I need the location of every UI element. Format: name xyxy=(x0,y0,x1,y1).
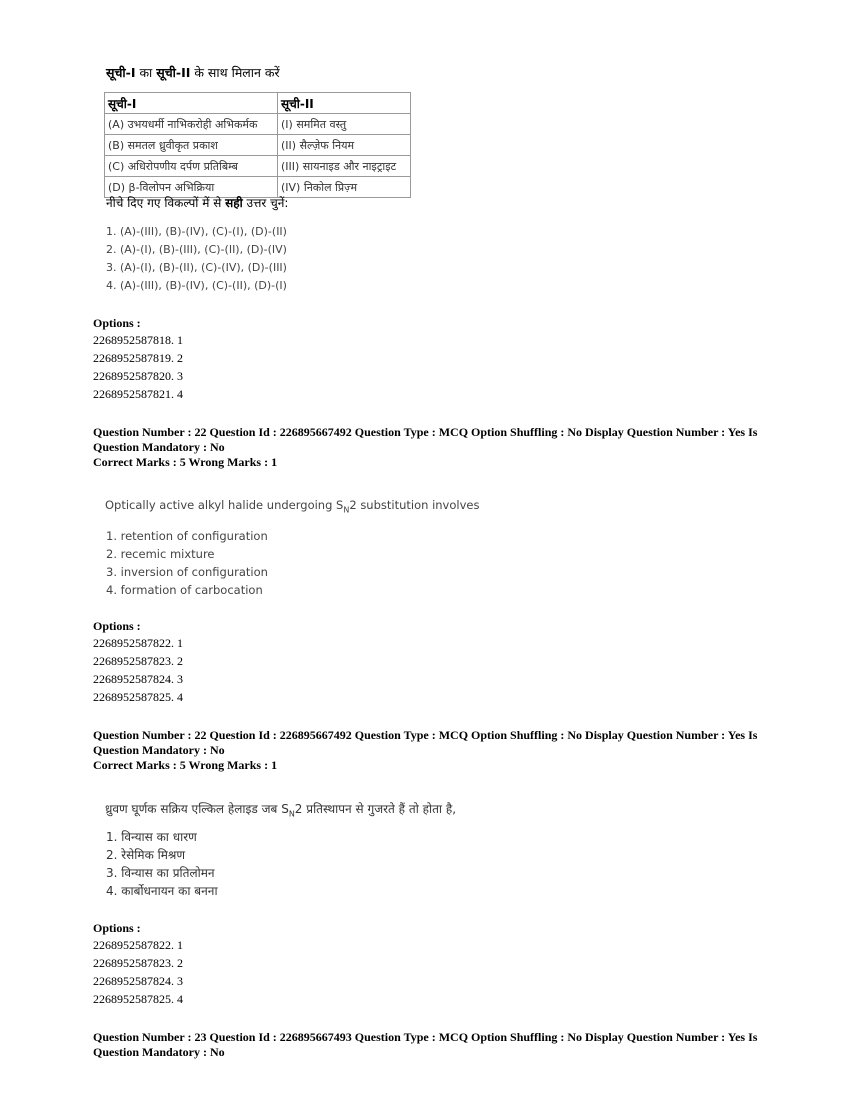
option-id: 2268952587823. 2 xyxy=(93,956,183,970)
q21-options-block xyxy=(93,316,183,403)
choose-text-after: उत्तर चुनें: xyxy=(242,196,289,210)
option-id: 2268952587822. 1 xyxy=(93,938,183,952)
question-meta-line: Question Number : 23 Question Id : 226895667493 Question Type : MCQ Option Shuffling : No Display Question Number : Yes Is xyxy=(93,1030,758,1044)
options-label: Options : xyxy=(93,921,141,935)
options-label: Options : xyxy=(93,619,141,633)
list-item: 3. विन्यास का प्रतिलोमन xyxy=(106,866,215,880)
match-connector: का xyxy=(135,65,157,80)
options-label: Options : xyxy=(93,316,141,330)
table-cell: (III) सायनाइड और नाइट्राइट xyxy=(278,156,411,177)
option-id: 2268952587823. 2 xyxy=(93,654,183,668)
q22-options-block-hindi xyxy=(93,921,183,1008)
option-id-list xyxy=(93,634,183,706)
option-id: 2268952587819. 2 xyxy=(93,351,183,365)
question-meta-line: Question Mandatory : No xyxy=(93,440,225,454)
list-item: 2. recemic mixture xyxy=(106,547,215,561)
stem-subscript: N xyxy=(343,505,350,515)
question-meta-line: Question Number : 22 Question Id : 226895667492 Question Type : MCQ Option Shuffling : No Display Question Number : Yes Is xyxy=(93,728,758,742)
list-item: 2. रेसेमिक मिश्रण xyxy=(106,848,186,862)
table-cell: (II) सैल्ज़ेफ नियम xyxy=(278,135,411,156)
list-item: 3. (A)-(I), (B)-(II), (C)-(IV), (D)-(III) xyxy=(106,261,287,274)
option-id: 2268952587825. 4 xyxy=(93,690,183,704)
question-meta-line: Question Number : 22 Question Id : 226895667492 Question Type : MCQ Option Shuffling : No Display Question Number : Yes Is xyxy=(93,425,758,439)
list-item: 1. (A)-(III), (B)-(IV), (C)-(I), (D)-(II) xyxy=(106,225,287,238)
table-cell: (IV) निकोल प्रिज़्म xyxy=(278,177,411,198)
table-cell: (I) सममित वस्तु xyxy=(278,114,411,135)
list1-label: सूची-I xyxy=(106,65,136,80)
choose-instruction xyxy=(106,194,288,211)
q22-meta xyxy=(93,425,763,470)
table-row xyxy=(105,156,411,177)
option-id: 2268952587824. 3 xyxy=(93,672,183,686)
q22-meta-hindi xyxy=(93,728,763,773)
option-id: 2268952587821. 4 xyxy=(93,387,183,401)
q22-options-block xyxy=(93,619,183,706)
list-item: 4. (A)-(III), (B)-(IV), (C)-(II), (D)-(I) xyxy=(106,279,287,292)
match-table-header xyxy=(105,93,411,114)
table-cell: (B) समतल ध्रुवीकृत प्रकाश xyxy=(105,135,278,156)
match-instruction xyxy=(106,64,280,81)
question-meta-line: Question Mandatory : No xyxy=(93,1045,225,1059)
marks-line: Correct Marks : 5 Wrong Marks : 1 xyxy=(93,758,278,772)
option-id: 2268952587825. 4 xyxy=(93,992,183,1006)
stem-text: 2 प्रतिस्थापन से गुजरते हैं तो होता है, xyxy=(294,802,457,816)
match-header-col2: सूची-II xyxy=(278,93,411,114)
choose-text-bold: सही xyxy=(225,196,243,210)
stem-subscript: N xyxy=(288,809,295,819)
match-suffix: के साथ मिलान करें xyxy=(190,65,280,80)
option-id: 2268952587818. 1 xyxy=(93,333,183,347)
match-header-col1: सूची-I xyxy=(105,93,278,114)
list-item: 1. विन्यास का धारण xyxy=(106,830,197,844)
list-item: 2. (A)-(I), (B)-(III), (C)-(II), (D)-(IV) xyxy=(106,243,287,256)
marks-line: Correct Marks : 5 Wrong Marks : 1 xyxy=(93,455,278,469)
list-item: 4. formation of carbocation xyxy=(106,583,263,597)
table-cell: (C) अधिरोपणीय दर्पण प्रतिबिम्ब xyxy=(105,156,278,177)
q22-choice-list-en xyxy=(106,527,268,599)
table-cell: (D) β-विलोपन अभिक्रिया xyxy=(105,177,278,198)
option-id-list xyxy=(93,331,183,403)
match-table xyxy=(104,92,411,198)
list-item: 1. retention of configuration xyxy=(106,529,268,543)
q22-stem-en xyxy=(105,498,479,514)
q21-choice-list xyxy=(106,223,287,295)
option-id-list xyxy=(93,936,183,1008)
choose-text-before: नीचे दिए गए विकल्पों में से xyxy=(106,196,226,210)
question-meta-line: Question Mandatory : No xyxy=(93,743,225,757)
list-item: 3. inversion of configuration xyxy=(106,565,268,579)
option-id: 2268952587820. 3 xyxy=(93,369,183,383)
stem-text: Optically active alkyl halide undergoing S xyxy=(105,498,344,512)
q23-meta xyxy=(93,1030,763,1060)
option-id: 2268952587824. 3 xyxy=(93,974,183,988)
stem-text: ध्रुवण घूर्णक सक्रिय एल्किल हेलाइड जब S xyxy=(105,802,289,816)
list-item: 4. कार्बोधनायन का बनना xyxy=(106,884,218,898)
q22-choice-list-hi xyxy=(106,828,218,900)
table-row xyxy=(105,135,411,156)
table-cell: (A) उभयधर्मी नाभिकरोही अभिकर्मक xyxy=(105,114,278,135)
q22-stem-hi xyxy=(105,800,456,818)
stem-text: 2 substitution involves xyxy=(349,498,480,512)
table-row xyxy=(105,114,411,135)
option-id: 2268952587822. 1 xyxy=(93,636,183,650)
list2-label: सूची-II xyxy=(156,65,191,80)
